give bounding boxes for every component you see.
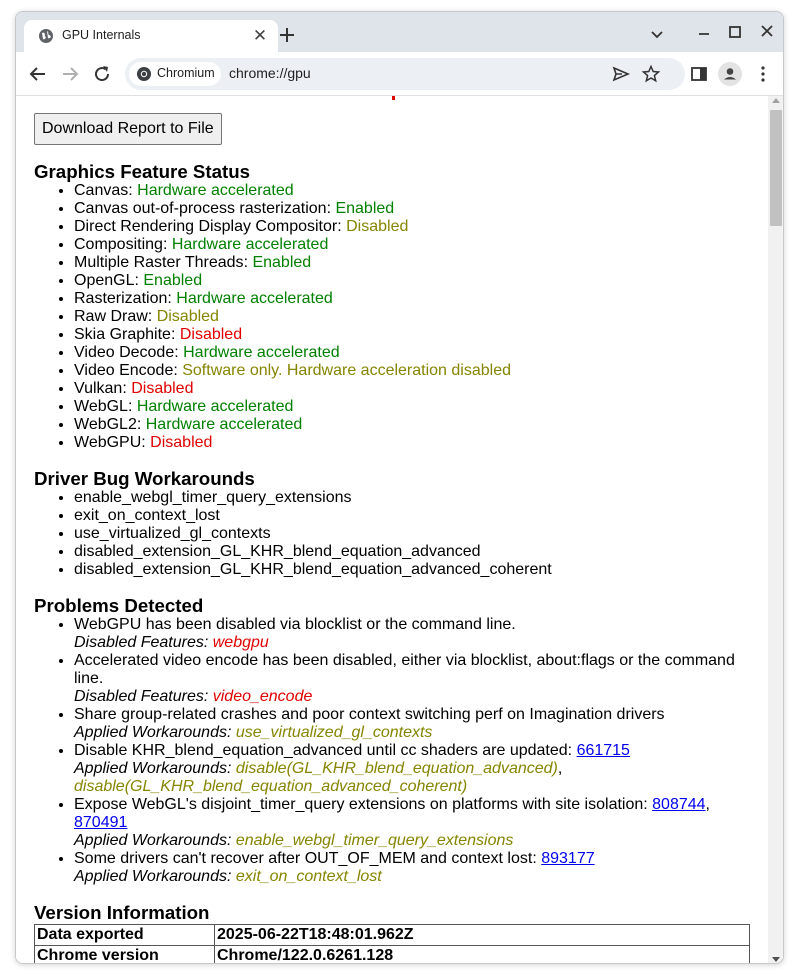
feature-name: Rasterization <box>74 290 168 307</box>
feature-name: Video Decode <box>74 344 175 361</box>
workaround-item: • disabled_extension_GL_KHR_blend_equation_advanced_coherent <box>74 561 754 579</box>
tab-title: GPU Internals <box>62 28 141 42</box>
scroll-up-arrow-icon[interactable] <box>772 98 780 103</box>
problem-description: Disable KHR_blend_equation_advanced until cc shaders are updated: <box>74 742 577 759</box>
feature-separator: : <box>147 308 157 325</box>
feature-status-item <box>74 416 754 434</box>
toolbar <box>16 52 783 96</box>
problem-detail-value: webgpu <box>212 634 269 651</box>
feature-status-item <box>74 254 754 272</box>
feature-status-item <box>74 200 754 218</box>
feature-status-item <box>74 434 754 452</box>
address-bar[interactable] <box>125 58 685 90</box>
browser-window <box>15 11 784 964</box>
problem-description: Expose WebGL's disjoint_timer_query extensions on platforms with site isolation: <box>74 796 653 813</box>
problem-item <box>74 616 754 652</box>
feature-separator: : <box>134 272 144 289</box>
feature-name: WebGPU <box>74 434 142 451</box>
reload-icon[interactable] <box>90 62 114 86</box>
feature-status-list <box>34 182 754 452</box>
version-info-heading: Version Information <box>34 902 210 923</box>
feature-status-value: Hardware accelerated <box>171 236 329 253</box>
feature-name: Video Encode <box>74 362 174 379</box>
problem-description: Accelerated video encode has been disabled, either via blocklist, about:flags or the command line. <box>74 652 735 687</box>
feature-separator: : <box>141 434 151 451</box>
feature-status-value: Enabled <box>252 254 312 271</box>
feature-status-item <box>74 344 754 362</box>
version-row <box>35 946 750 965</box>
feature-status-value: Hardware accelerated <box>145 416 303 433</box>
feature-separator: : <box>174 344 184 361</box>
download-report-button[interactable]: Download Report to File <box>34 113 222 145</box>
chromium-logo-icon <box>136 66 152 82</box>
problem-detail-label: Disabled Features: <box>74 634 213 651</box>
feature-name: WebGL2 <box>74 416 137 433</box>
problems-heading: Problems Detected <box>34 595 204 616</box>
problem-item <box>74 652 754 706</box>
scroll-thumb[interactable] <box>770 110 782 226</box>
problem-description: WebGPU has been disabled via blocklist or the command line. <box>74 616 516 633</box>
problem-detail-value: video_encode <box>212 688 313 705</box>
bug-link[interactable]: 870491 <box>74 814 128 831</box>
site-info-chip[interactable] <box>129 62 221 86</box>
clipped-text-fragment <box>392 96 395 100</box>
feature-status-value: Disabled <box>346 218 409 235</box>
problem-detail-value: disable(GL_KHR_blend_equation_advanced) <box>235 760 558 777</box>
feature-status-value: Enabled <box>143 272 203 289</box>
close-window-icon[interactable] <box>757 21 777 41</box>
maximize-icon[interactable] <box>725 22 745 42</box>
problem-detail-value: disable(GL_KHR_blend_equation_advanced_coherent) <box>74 778 468 795</box>
feature-status-value: Hardware accelerated <box>176 290 333 307</box>
profile-avatar[interactable] <box>718 62 742 86</box>
problem-item <box>74 850 754 886</box>
workarounds-list <box>34 489 754 579</box>
version-info-table <box>34 924 750 964</box>
problem-detail-value: exit_on_context_lost <box>235 868 382 885</box>
scroll-down-arrow-icon[interactable] <box>772 957 780 962</box>
problem-description: Some drivers can't recover after OUT_OF_MEM and context lost: <box>74 850 542 867</box>
version-value: 2025-06-22T18:48:01.962Z <box>215 925 750 946</box>
feature-separator: : <box>337 218 347 235</box>
problem-detail-label: Applied Workarounds: <box>74 832 236 849</box>
minimize-icon[interactable] <box>694 24 714 44</box>
feature-separator: : <box>128 182 138 199</box>
bug-link[interactable]: 661715 <box>576 742 630 759</box>
problem-detail-label: Applied Workarounds: <box>74 868 236 885</box>
feature-name: OpenGL <box>74 272 135 289</box>
feature-status-value: Disabled <box>131 380 194 397</box>
globe-icon <box>38 28 54 44</box>
workaround-item: • enable_webgl_timer_query_extensions <box>74 489 754 507</box>
feature-status-item <box>74 362 754 380</box>
tab-search-icon[interactable] <box>647 24 667 44</box>
feature-status-item <box>74 236 754 254</box>
feature-status-item <box>74 308 754 326</box>
feature-name: Vulkan <box>74 380 123 397</box>
problem-detail-label: Disabled Features: <box>74 688 213 705</box>
feature-status-item <box>74 272 754 290</box>
problems-list <box>34 616 754 886</box>
feature-status-value: Enabled <box>335 200 395 217</box>
url-text[interactable]: chrome://gpu <box>229 65 311 81</box>
feature-name: Direct Rendering Display Compositor <box>74 218 338 235</box>
feature-name: Canvas <box>74 182 129 199</box>
problem-detail-label: Applied Workarounds: <box>74 760 236 777</box>
page-viewport[interactable] <box>16 96 768 964</box>
problem-detail-label: Applied Workarounds: <box>74 724 236 741</box>
feature-status-item <box>74 380 754 398</box>
bug-link[interactable]: 893177 <box>541 850 595 867</box>
feature-status-value: Disabled <box>156 308 219 325</box>
feature-separator: : <box>326 200 336 217</box>
feature-name: Raw Draw <box>74 308 148 325</box>
tab-gpu-internals[interactable] <box>24 20 278 52</box>
feature-status-item <box>74 218 754 236</box>
feature-separator: : <box>122 380 132 397</box>
forward-icon[interactable] <box>58 62 82 86</box>
feature-status-value: Disabled <box>150 434 213 451</box>
send-icon[interactable] <box>611 64 631 84</box>
feature-name: Canvas out-of-process rasterization <box>74 200 327 217</box>
tab-strip <box>16 12 783 52</box>
feature-name: WebGL <box>74 398 128 415</box>
problem-item: • Disable KHR_blend_equation_advanced until cc shaders are updated: 661715 Applied Workarounds: disable(GL_KHR_blend_equation_advanced), disable(GL_KHR_blend_equation_advanced_coherent) <box>74 742 754 796</box>
feature-status-item <box>74 290 754 308</box>
version-value: Chrome/122.0.6261.128 <box>215 946 750 965</box>
problem-item <box>74 706 754 742</box>
workaround-item: • disabled_extension_GL_KHR_blend_equation_advanced <box>74 543 754 561</box>
feature-status-heading: Graphics Feature Status <box>34 161 251 182</box>
feature-status-item <box>74 398 754 416</box>
problem-description: Share group-related crashes and poor context switching perf on Imagination drivers <box>74 706 665 723</box>
feature-separator: : <box>162 236 172 253</box>
tab-close-icon[interactable]: ✕ <box>252 26 268 45</box>
new-tab-icon[interactable] <box>276 24 298 46</box>
side-panel-icon[interactable] <box>687 62 711 86</box>
bookmark-star-icon[interactable] <box>641 64 661 84</box>
feature-status-value: Hardware accelerated <box>136 398 294 415</box>
feature-separator: : <box>167 290 177 307</box>
feature-name: Skia Graphite <box>74 326 171 343</box>
person-icon <box>718 62 742 86</box>
version-key: Chrome version <box>35 946 215 965</box>
feature-status-value: Hardware accelerated <box>183 344 340 361</box>
feature-separator: : <box>136 416 146 433</box>
problem-detail-value: enable_webgl_timer_query_extensions <box>235 832 514 849</box>
workaround-item: • use_virtualized_gl_contexts <box>74 525 754 543</box>
page-content <box>34 113 754 964</box>
feature-status-value: Disabled <box>179 326 243 343</box>
version-key: Data exported <box>35 925 215 946</box>
version-row <box>35 925 750 946</box>
workaround-item: • exit_on_context_lost <box>74 507 754 525</box>
feature-name: Multiple Raster Threads <box>74 254 244 271</box>
workarounds-heading: Driver Bug Workarounds <box>34 468 255 489</box>
feature-status-item <box>74 182 754 200</box>
bug-link[interactable]: 808744 <box>652 796 706 813</box>
feature-status-value: Software only. Hardware acceleration disabled <box>182 362 511 379</box>
back-icon[interactable] <box>26 62 50 86</box>
chip-label: Chromium <box>157 66 215 80</box>
feature-status-value: Hardware accelerated <box>137 182 294 199</box>
problem-item: • Expose WebGL's disjoint_timer_query extensions on platforms with site isolation: 808744, 870491 Applied Workarounds: enable_webgl_timer_query_extensions <box>74 796 754 850</box>
feature-name: Compositing <box>74 236 163 253</box>
feature-status-item <box>74 326 754 344</box>
feature-separator: : <box>243 254 253 271</box>
menu-kebab-icon[interactable] <box>751 62 775 86</box>
problem-detail-value: use_virtualized_gl_contexts <box>235 724 433 741</box>
feature-separator: : <box>127 398 137 415</box>
feature-separator: : <box>173 362 183 379</box>
feature-separator: : <box>170 326 180 343</box>
vertical-scrollbar[interactable] <box>768 96 784 964</box>
